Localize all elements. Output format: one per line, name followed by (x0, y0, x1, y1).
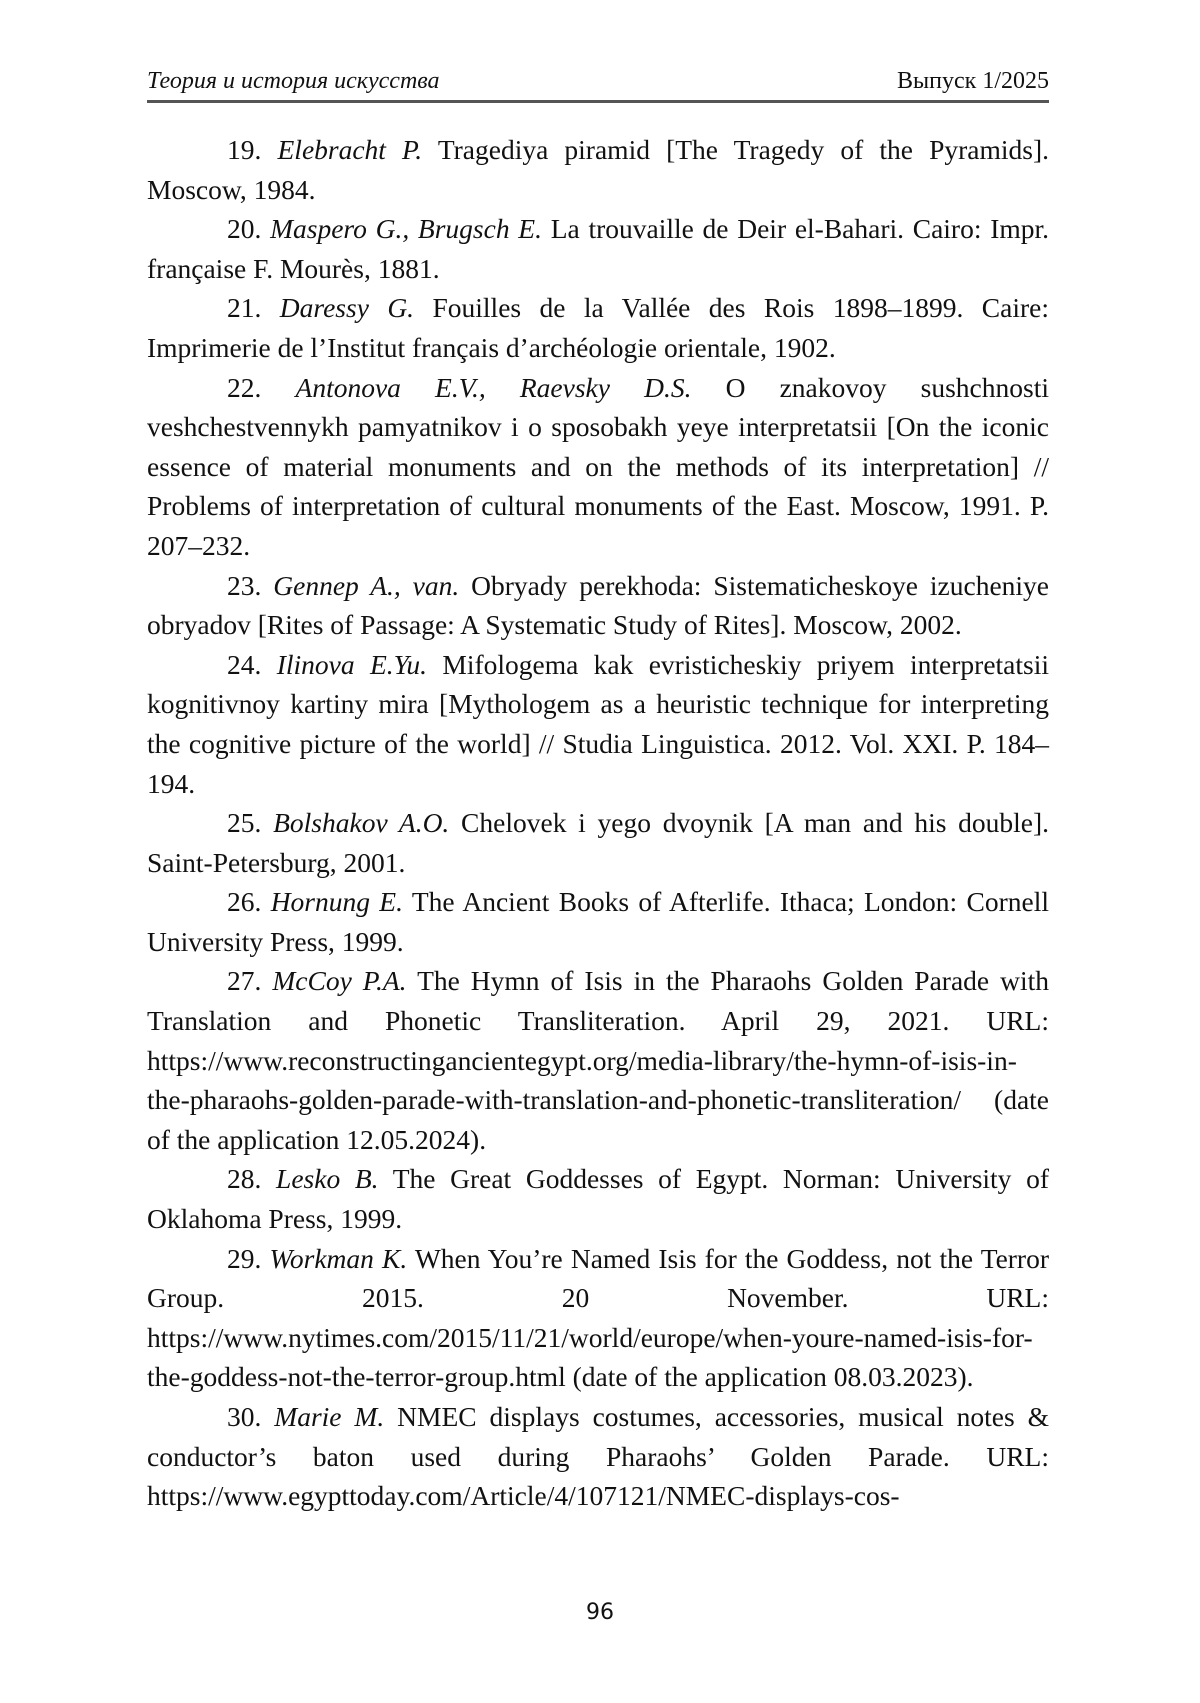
reference-item (147, 1239, 1049, 1397)
ref-authors: Hornung E. (271, 886, 403, 917)
reference-item (147, 803, 1049, 882)
ref-number: 28. (227, 1163, 261, 1194)
reference-item (147, 130, 1049, 209)
reference-item (147, 368, 1049, 566)
ref-text: When You’re Named Isis for the Goddess, not the Terror Group. 2015. 20 November. URL: https://www.nytimes.com/2015/11/21/world/europe/when-youre-named-isis-for-the-goddess-not-the-terror-group.html (date of the application 08.03.2023). (147, 1243, 1049, 1393)
reference-item (147, 645, 1049, 803)
issue-number: Выпуск 1/2025 (897, 68, 1049, 95)
ref-number: 25. (227, 807, 261, 838)
ref-text: Tragediya piramid [The Tragedy of the Pyramids]. Moscow, 1984. (147, 134, 1049, 205)
ref-text: Chelovek i yego dvoynik [A man and his double]. Saint-Petersburg, 2001. (147, 807, 1049, 878)
ref-authors: Gennep A., van. (273, 570, 459, 601)
ref-number: 21. (227, 292, 261, 323)
ref-authors: McCoy P.A. (272, 965, 406, 996)
ref-text: Fouilles de la Vallée des Rois 1898–1899. Caire: Imprimerie de l’Institut français d’archéologie orientale, 1902. (147, 292, 1049, 363)
ref-authors: Lesko B. (276, 1163, 379, 1194)
ref-authors: Bolshakov A.O. (273, 807, 449, 838)
ref-number: 23. (227, 570, 261, 601)
ref-number: 20. (227, 213, 261, 244)
ref-text: Obryady perekhoda: Sistematicheskoye izucheniye obryadov [Rites of Passage: A Systematic Study of Rites]. Moscow, 2002. (147, 570, 1049, 641)
running-header (147, 62, 1049, 103)
ref-number: 22. (227, 372, 261, 403)
reference-item (147, 882, 1049, 961)
ref-text: The Ancient Books of Afterlife. Ithaca; London: Cornell University Press, 1999. (147, 886, 1049, 957)
ref-authors: Daressy G. (280, 292, 414, 323)
ref-number: 27. (227, 965, 261, 996)
reference-item (147, 566, 1049, 645)
ref-number: 26. (227, 886, 261, 917)
ref-authors: Elebracht P. (278, 134, 423, 165)
reference-item (147, 288, 1049, 367)
ref-number: 24. (227, 649, 261, 680)
ref-number: 29. (227, 1243, 261, 1274)
reference-item (147, 209, 1049, 288)
reference-item (147, 1159, 1049, 1238)
reference-list (147, 130, 1049, 1516)
ref-number: 30. (227, 1401, 261, 1432)
reference-item (147, 1397, 1049, 1516)
ref-text: Mifologema kak evristicheskiy priyem interpretatsii kognitivnoy kartiny mira [Mythologem as a heuristic technique for interpreting the cognitive picture of the world] // Studia Linguistica. 2012. Vol. XXI. P. 184–194. (147, 649, 1049, 799)
journal-title: Теория и история искусства (147, 68, 440, 95)
ref-text: O znakovoy sushchnosti veshchestvennykh pamyatnikov i o sposobakh yeye interpretatsii [On the iconic essence of material monuments and on the methods of its interpretation] // Problems of interpretation of cultural monuments of the East. Moscow, 1991. P. 207–232. (147, 372, 1049, 561)
ref-text: The Great Goddesses of Egypt. Norman: University of Oklahoma Press, 1999. (147, 1163, 1049, 1234)
ref-text: NMEC displays costumes, accessories, musical notes & conductor’s baton used during Pharaohs’ Golden Parade. URL: https://www.egypttoday.com/Article/4/107121/NMEC-displays-cos- (147, 1401, 1049, 1511)
ref-authors: Marie M. (274, 1401, 384, 1432)
reference-item (147, 961, 1049, 1159)
ref-authors: Maspero G., Brugsch E. (270, 213, 542, 244)
ref-authors: Workman K. (269, 1243, 407, 1274)
ref-text: The Hymn of Isis in the Pharaohs Golden Parade with Translation and Phonetic Transliteration. April 29, 2021. URL: https://www.reconstructingancientegypt.org/media-library/the-hymn-of-isis-in-the-pharaohs-golden-parade-with-translation-and-phonetic-transliteration/ (date of the application 12.05.2024). (147, 965, 1049, 1154)
page-number: 96 (0, 1600, 1200, 1625)
ref-authors: Antonova E.V., Raevsky D.S. (296, 372, 692, 403)
ref-text: La trouvaille de Deir el-Bahari. Cairo: Impr. française F. Mourès, 1881. (147, 213, 1049, 284)
ref-number: 19. (227, 134, 261, 165)
ref-authors: Ilinova E.Yu. (277, 649, 427, 680)
